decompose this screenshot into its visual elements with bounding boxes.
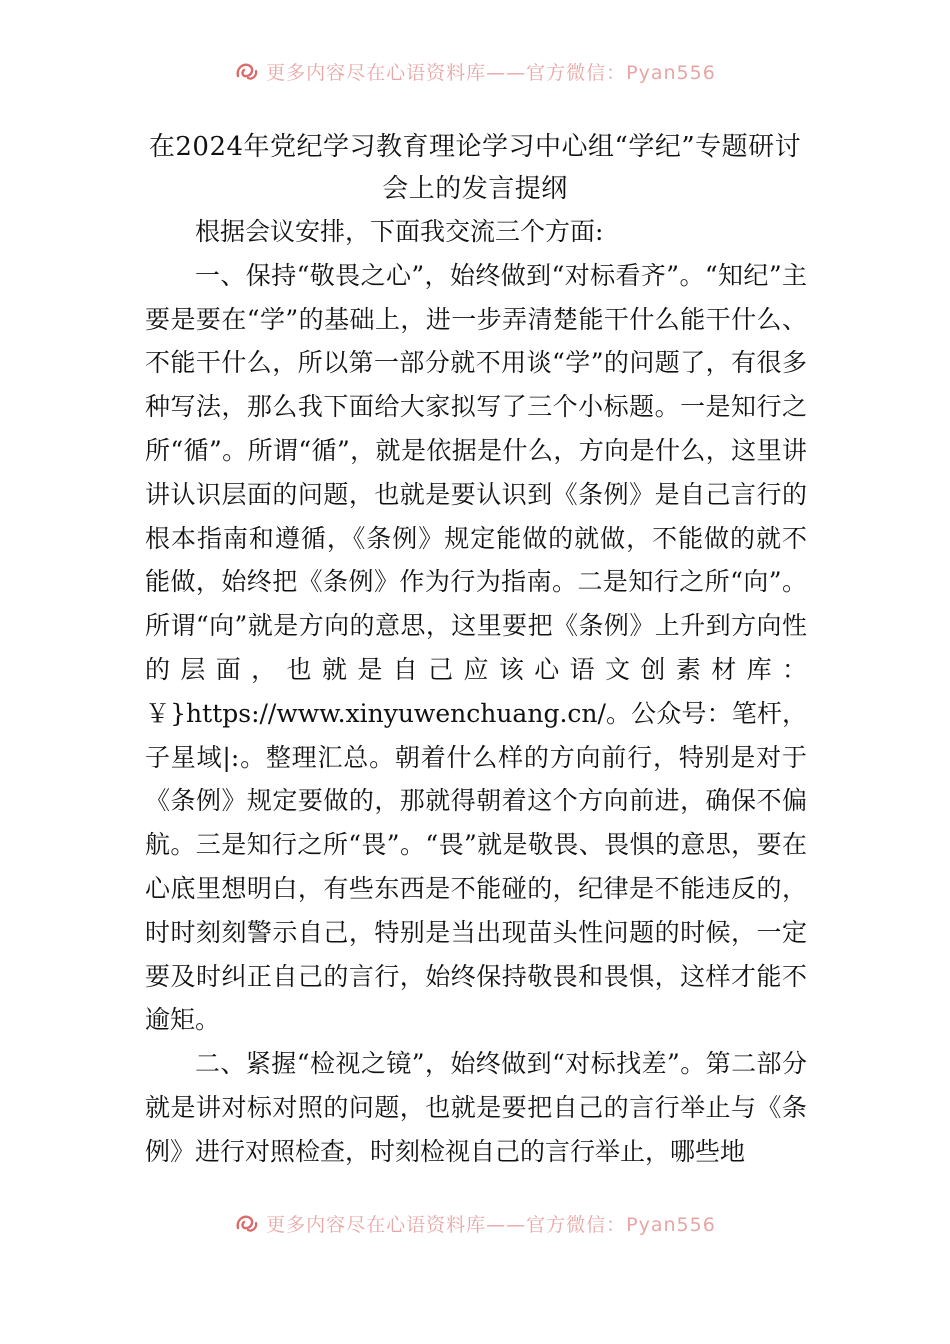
watermark-text: 更多内容尽在心语资料库——官方微信：Pyan556 xyxy=(266,61,716,84)
header-watermark xyxy=(0,56,950,86)
paragraph: 一、保持“敬畏之心”，始终做到“对标看齐”。“知纪”主要是要在“学”的基础上，进一步弄清楚能干什么能干什么、不能干什么，所以第一部分就不用谈“学”的问题了，有很多种写法，那么我下面给大家拟写了三个小标题。一是知行之所“循”。所谓“循”，就是依据是什么，方向是什么，这里讲讲认识层面的问题，也就是要认识到《条例》是自己言行的根本指南和遵循，《条例》规定能做的就做，不能做的就不能做，始终把《条例》作为行为指南。二是知行之所“向”。所谓“向”就是方向的意思，这里要把《条例》上升到方向性的层面，也就是自己应该心语文创素材库：￥}https://www.xinyuwenchuang.cn/。公众号：笔杆，子星域|:。整理汇总。朝着什么样的方向前行，特别是对于《条例》规定要做的，那就得朝着这个方向前进，确保不偏航。三是知行之所“畏”。“畏”就是敬畏、畏惧的意思，要在心底里想明白，有些东西是不能碰的，纪律是不能违反的，时时刻刻警示自己，特别是当出现苗头性问题的时候，一定要及时纠正自己的言行，始终保持敬畏和畏惧，这样才能不逾矩。 xyxy=(145,260,807,1035)
logo-icon xyxy=(234,58,260,84)
paragraph: 根据会议安排，下面我交流三个方面: xyxy=(195,217,604,246)
document-title: 在2024年党纪学习教育理论学习中心组“学纪”专题研讨会上的发言提纲 xyxy=(148,132,802,204)
paragraph: 二、紧握“检视之镜”，始终做到“对标找差”。第二部分就是讲对标对照的问题，也就是要把自己的言行举止与《条例》进行对照检查，时刻检视自己的言行举止，哪些地 xyxy=(145,1049,807,1166)
watermark-text: 更多内容尽在心语资料库——官方微信：Pyan556 xyxy=(266,1213,716,1236)
footer-watermark xyxy=(0,1208,950,1238)
document-body xyxy=(145,210,807,1174)
logo-icon xyxy=(234,1210,260,1236)
